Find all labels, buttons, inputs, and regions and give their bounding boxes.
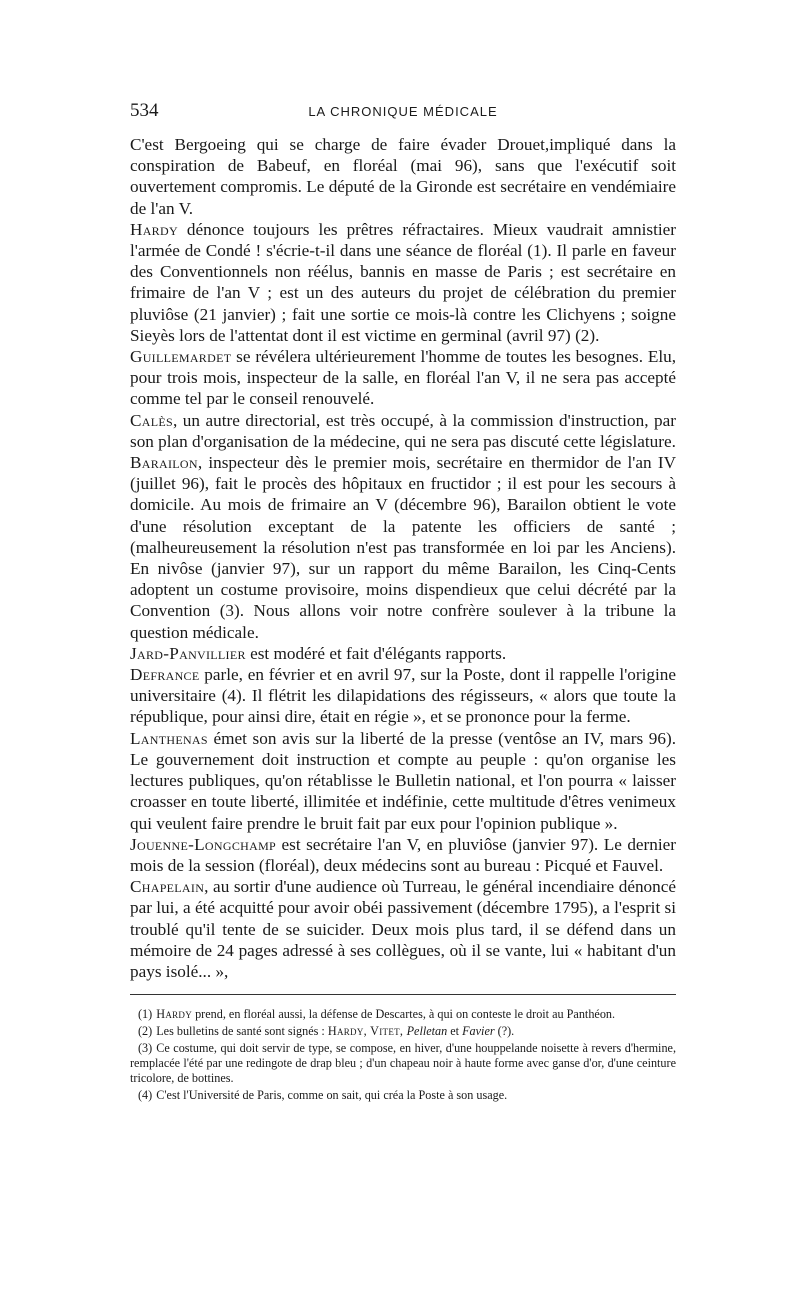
footnote: (4) C'est l'Université de Paris, comme on sait, qui créa la Poste à son usage. bbox=[138, 1088, 508, 1103]
deputy-name: Defrance bbox=[130, 665, 200, 685]
deputy-name: Guillemardet bbox=[130, 347, 232, 367]
footnote: (1) Hardy prend, en floréal aussi, la défense de Descartes, à qui on conteste le droit au Panthéon. bbox=[138, 1007, 616, 1022]
deputy-name: Jouenne-Longchamp bbox=[130, 834, 277, 854]
footnote-rule bbox=[130, 994, 676, 995]
deputy-name: Jard-Panvillier bbox=[130, 643, 246, 663]
paragraph: Guillemardet se révélera ultérieurement l'homme de toutes les besognes. Elu, pour trois mois, inspecteur de la salle, en floréal l'an V, il ne sera pas accepté comme tel par le conseil renouvelé. bbox=[130, 347, 676, 409]
page bbox=[130, 100, 676, 1105]
paragraph: Jard-Panvillier est modéré et fait d'élégants rapports. bbox=[130, 643, 507, 663]
deputy-name: Lanthenas bbox=[130, 728, 208, 748]
paragraph: C'est Bergoeing qui se charge de faire évader Drouet,impliqué dans la conspiration de Babeuf, en floréal (mai 96), sans que l'exécutif soit ouvertement compromis. Le député de la Gironde est secrétaire en vendémiaire de l'an V. bbox=[130, 135, 676, 218]
running-title: LA CHRONIQUE MÉDICALE bbox=[308, 104, 498, 119]
deputy-name: Calès bbox=[130, 410, 173, 430]
paragraph: Hardy dénonce toujours les prêtres réfractaires. Mieux vaudrait amnistier l'armée de Condé ! s'écrie-t-il dans une séance de floréal (1). Il parle en faveur des Conventionnels non réélus, bannis en masse de Paris ; est secrétaire en frimaire de l'an V ; est un des auteurs du projet de célébration du premier pluviôse (21 janvier) ; fait une sortie ce mois-là contre les Clichyens ; soigne Sieyès lors de l'attentat dont il est victime en germinal (avril 97) (2). bbox=[130, 219, 676, 345]
deputy-name: Barailon bbox=[130, 453, 198, 473]
paragraph: Jouenne-Longchamp est secrétaire l'an V, en pluviôse (janvier 97). Le dernier mois de la session (floréal), deux médecins sont au bureau : Picqué et Fauvel. bbox=[130, 834, 676, 875]
footnote-number: (1) bbox=[138, 1007, 153, 1022]
deputy-name: Chapelain bbox=[130, 877, 205, 897]
footnote-number: (4) bbox=[138, 1088, 153, 1103]
paragraph: Defrance parle, en février et en avril 97, sur la Poste, dont il rappelle l'origine universitaire (4). Il flétrit les dilapidations des régisseurs, « alors que toute la république, pour ainsi dire, était en régie », et se prononce pour la ferme. bbox=[130, 665, 676, 727]
paragraph: Barailon, inspecteur dès le premier mois, secrétaire en thermidor de l'an IV (juillet 96), fait le procès des hôpitaux en fructidor ; il est pour les secours à domicile. Au mois de frimaire an V (décembre 96), Barailon obtient le vote d'une résolution exceptant de la patente les officiers de santé ; (malheureusement la résolution n'est pas transformée en loi par les Anciens). En nivôse (janvier 97), sur un rapport du même Barailon, les Cinq-Cents adoptent un costume provisoire, moins dispendieux que celui décrété par la Convention (3). Nous allons voir notre confrère soulever à la tribune la question médicale. bbox=[130, 453, 676, 642]
page-number: 534 bbox=[130, 100, 159, 121]
footnotes bbox=[130, 1007, 676, 1103]
footnote: (3) Ce costume, qui doit servir de type, se compose, en hiver, d'une houppelande noisette à revers d'hermine, remplacée l'été par une redingote de drap bleu ; d'un chapeau noir à haute forme avec ganse d'or, d'une ceinture tricolore, de bottines. bbox=[130, 1041, 676, 1086]
footnote: (2) Les bulletins de santé sont signés : Hardy, Vitet, Pelletan et Favier (?). bbox=[138, 1024, 515, 1039]
deputy-name: Hardy bbox=[130, 219, 178, 239]
paragraph: Calès, un autre directorial, est très occupé, à la commission d'instruction, par son plan d'organisation de la médecine, qui ne sera pas discuté cette législature. bbox=[130, 410, 676, 451]
paragraph: Chapelain, au sortir d'une audience où Turreau, le général incendiaire dénoncé par lui, a été acquitté pour avoir obéi passivement (décembre 1795), a l'esprit si troublé qu'il tente de se suicider. Deux mois plus tard, il se défend dans un mémoire de 24 pages adressé à ses collègues, où il se vante, lui « habitant d'un pays isolé... », bbox=[130, 877, 676, 981]
running-head bbox=[130, 100, 676, 134]
paragraph: Lanthenas émet son avis sur la liberté de la presse (ventôse an IV, mars 96). Le gouvernement doit instruction et compte au peuple : qu'on organise les lectures publiques, qu'on rétablisse le Bulletin national, et l'on pourra « laisser croasser en toute liberté, illimitée et indéfinie, cette multitude d'êtres venimeux qui veulent faire prendre le bruit fait par eux pour l'opinion publique ». bbox=[130, 728, 676, 833]
body-text bbox=[130, 134, 676, 982]
footnote-number: (2) bbox=[138, 1024, 153, 1039]
footnote-number: (3) bbox=[138, 1041, 153, 1056]
